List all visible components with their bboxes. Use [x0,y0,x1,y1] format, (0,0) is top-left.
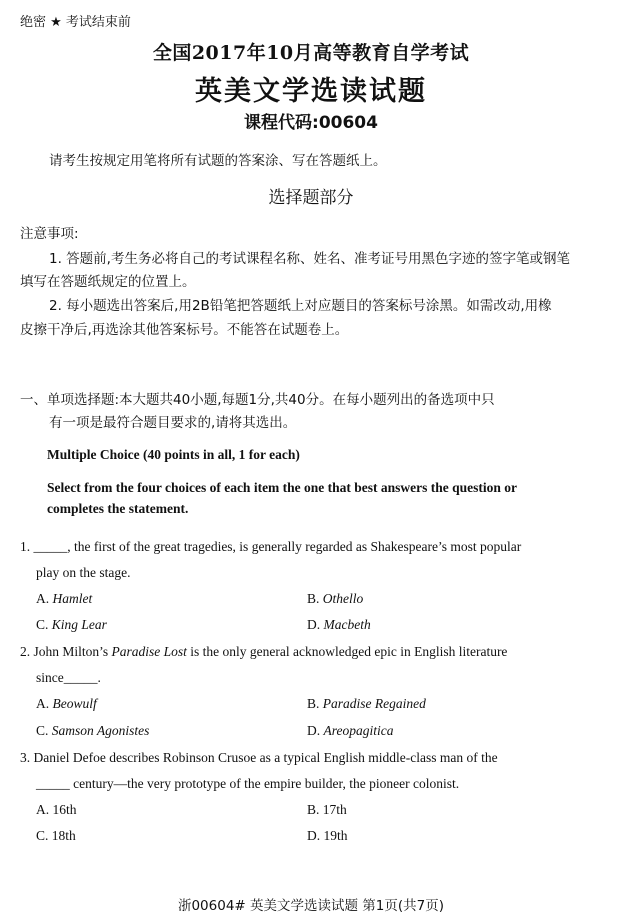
part-title: 选择题部分 [268,188,354,208]
section-heading-cont: 有一项是最符合题目要求的,请将其选出。 [49,415,297,431]
page-footer: 浙00604# 英美文学选读试题 第1页(共7页) [177,898,445,914]
note-item-1-cont: 填写在答题纸规定的位置上。 [20,274,196,290]
question-3-cont: _____ century—the very prototype of the empire builder, the pioneer colonist. [36,776,460,791]
mc-title: Multiple Choice (40 points in all, 1 for each) [47,447,300,462]
question-2-cont: since_____. [36,670,101,685]
q2-option-b: B. Paradise Regained [307,696,426,711]
notes-heading: 注意事项: [20,226,79,242]
section-heading: 一、单项选择题:本大题共40小题,每题1分,共40分。在每小题列出的备选项中只 [20,392,495,408]
question-3: 3. Daniel Defoe describes Robinson Crusoe as a typical English middle-class man of the [20,750,498,765]
course-code: 课程代码:00604 [244,113,378,133]
question-1: 1. _____, the first of the great tragedies, is generally regarded as Shakespeare’s most popular [20,539,522,554]
q2-option-c: C. Samson Agonistes [36,723,150,738]
exam-title: 全国2017年10月高等教育自学考试 [152,42,470,64]
confidential-label: 绝密 ★ 考试结束前 [20,15,131,30]
q3-option-d: D. 19th [307,828,348,843]
q3-option-c: C. 18th [36,828,76,843]
mc-direction-cont: completes the statement. [47,501,189,516]
q3-option-a: A. 16th [36,802,77,817]
q1-option-c: C. King Lear [36,617,107,632]
q1-option-b: B. Othello [307,591,364,606]
question-1-cont: play on the stage. [36,565,131,580]
q3-option-b: B. 17th [307,802,347,817]
question-2: 2. John Milton’s Paradise Lost is the only general acknowledged epic in English literature [20,644,508,659]
q2-option-a: A. Beowulf [36,696,97,711]
mc-direction: Select from the four choices of each item the one that best answers the question or [47,480,518,495]
note-item-2: 2. 每小题选出答案后,用2B铅笔把答题纸上对应题目的答案标号涂黑。如需改动,用橡 [49,298,552,314]
answer-instruction: 请考生按规定用笔将所有试题的答案涂、写在答题纸上。 [49,153,387,169]
q2-option-d: D. Areopagitica [307,723,394,738]
subject-title: 英美文学选读试题 [195,76,427,107]
q1-option-a: A. Hamlet [36,591,93,606]
note-item-1: 1. 答题前,考生务必将自己的考试课程名称、姓名、准考证号用黑色字迹的签字笔或钢笔 [49,251,570,267]
q1-option-d: D. Macbeth [307,617,371,632]
note-item-2-cont: 皮擦干净后,再选涂其他答案标号。不能答在试题卷上。 [20,322,349,338]
